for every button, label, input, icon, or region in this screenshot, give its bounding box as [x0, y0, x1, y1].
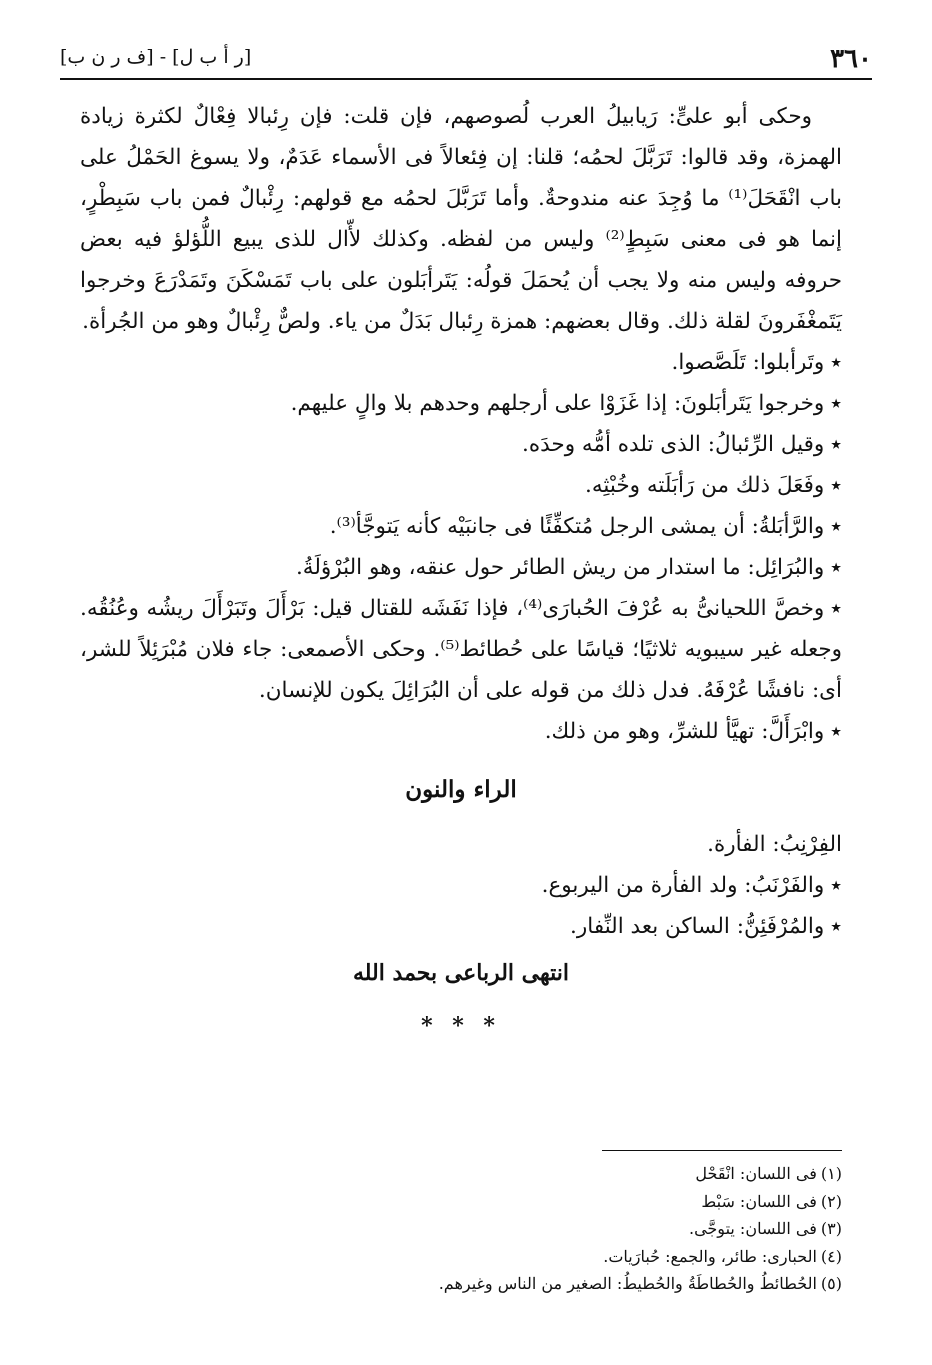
footnote-text: الحبارى: طائر، والجمع: حُبارَيات. [603, 1246, 817, 1266]
footnote-number: (٥) [820, 1274, 842, 1293]
closing-line: انتهى الرباعى بحمد الله [352, 960, 570, 986]
star-marker: ٭ [830, 555, 842, 580]
footnote-text: فى اللسان: يتوجَّى. [688, 1219, 817, 1238]
star-marker: ٭ [830, 914, 842, 939]
entry-item [80, 865, 842, 906]
entry-item [80, 465, 842, 506]
body-paragraph: وحكى أبو علىٍّ: رَيابيلُ العرب لُصوصهم، فإن قلت: فإن رِئبالا فِعْالٌ لكثرة زيادة الهمزة، وقد قالوا: تَرَبَّلَ لحمُه؛ قلنا: إن فِئعالاً فى الأسماء عَدَمٌ، ولا يسوغ الحَمْلُ على باب انْقَحَلَ⁽¹⁾ ما وُجِدَ عنه مندوحةٌ. وأما تَرَبَّلَ لحمُه مع قولهم: رِئْبالٌ فمن باب سَبِطْرٍ، إنما هو فى معنى سَبِطٍ⁽²⁾ وليس من لفظه. وكذلك لأّال للذى يبيع اللُّؤلؤ فيه بعض حروفه وليس منه ولا يجب أن يُحمَلَ قولُه: يَتَرأبَلون على باب تَمَسْكَنَ وتَمَدْرَعَ وخرجوا يَتَمغْفَرونَ لقلة ذلك. وقال بعضهم: همزة رِئبال بَدَلٌ من ياء. ولصٌّ رِئْبالٌ وهو من الجُرأة. [80, 104, 842, 334]
entry-text: وخرجوا يَتَرأبَلونَ: إذا غَزَوْا على أرجلهم وحدهم بلا والٍ عليهم. [290, 391, 825, 416]
footnote [90, 1270, 842, 1298]
footnote-text: فى اللسان: انْقَحْل [695, 1164, 817, 1183]
star-marker: ٭ [830, 350, 842, 375]
entry-text: والمُرْفَئِنُّ: الساكن بعد النِّفار. [570, 914, 825, 939]
section-heading: الراء والنون [405, 776, 517, 803]
entry-item [80, 711, 842, 752]
entry-text: والبُرَائِل: ما استدار من ريش الطائر حول عنقه، وهو البُرْؤلَةُ. [295, 555, 825, 580]
footnote-text: فى اللسان: سَبْط [701, 1191, 817, 1211]
section-intro: الفِرْنِبُ: الفأرة. [707, 832, 842, 857]
entry-text: والفَرْنَبُ: ولد الفأرة من اليربوع. [541, 873, 825, 898]
footnote-rule [602, 1150, 842, 1151]
stars-separator: * * * [421, 1013, 501, 1039]
page-header [60, 40, 872, 80]
star-marker: ٭ [830, 873, 842, 898]
footnote-text: الحُطائطُ والحُطاطَةُ والحُطيطُ: الصغير من الناس وغيرهم. [438, 1274, 817, 1293]
star-marker: ٭ [830, 473, 842, 498]
star-marker: ٭ [830, 432, 842, 457]
entry-item [80, 383, 842, 424]
entry-item [80, 506, 842, 547]
entry-text: وتَرأبلوا: تَلَصَّصوا. [671, 350, 825, 375]
page-number: ٣٦٠ [830, 44, 872, 74]
entry-item [80, 588, 842, 711]
footnote-number: (٢) [820, 1191, 842, 1211]
entry-item [80, 906, 842, 947]
entry-text: وفَعَلَ ذلك من رَأبَلَته وخُبْثِه. [585, 473, 825, 498]
entry-item [80, 424, 842, 465]
star-marker: ٭ [830, 596, 842, 621]
footnotes [90, 1160, 842, 1298]
footnote-number: (١) [820, 1164, 842, 1183]
entry-text: وابْرَأَلَّ: تهيَّأ للشرِّ، وهو من ذلك. [544, 719, 825, 744]
footnote [90, 1243, 842, 1271]
entry-text: وقيل الرِّئبالُ: الذى تلده أمُّه وحدَه. [522, 432, 825, 457]
entry-item [80, 342, 842, 383]
footnote [90, 1215, 842, 1243]
footnote-number: (٣) [820, 1219, 842, 1238]
footnote-number: (٤) [820, 1246, 842, 1266]
star-marker: ٭ [830, 514, 842, 539]
body-text [80, 96, 842, 1047]
entry-item [80, 547, 842, 588]
star-marker: ٭ [830, 391, 842, 416]
running-head: [ر أ ب ل] - [ف ر ن ب] [60, 46, 252, 68]
header-rule [60, 78, 872, 80]
footnote [90, 1188, 842, 1216]
footnote [90, 1160, 842, 1188]
entry-text: وخصَّ اللحيانىُّ به عُرْفَ الحُبارَى⁽⁴⁾، فإذا نَفَشَه للقتال قيل: بَرْأَلَ وتَبَرْأَلَ ريشُه وعُنُقُه. وجعله غير سيبويه ثلاثيًا؛ قياسًا على حُطائط⁽⁵⁾. وحكى الأصمعى: جاء فلان مُبْرَئِلاً للشر، أى: نافشًا عُرْفَهُ. فدل ذلك من قوله على أن البُرَائِلَ يكون للإنسان. [80, 596, 842, 703]
star-marker: ٭ [830, 719, 842, 744]
entry-text: والرَّأبَلةُ: أن يمشى الرجل مُتكفِّئًا فى جانبَيْه كأنه يَتوجَّأ⁽³⁾. [329, 514, 825, 539]
